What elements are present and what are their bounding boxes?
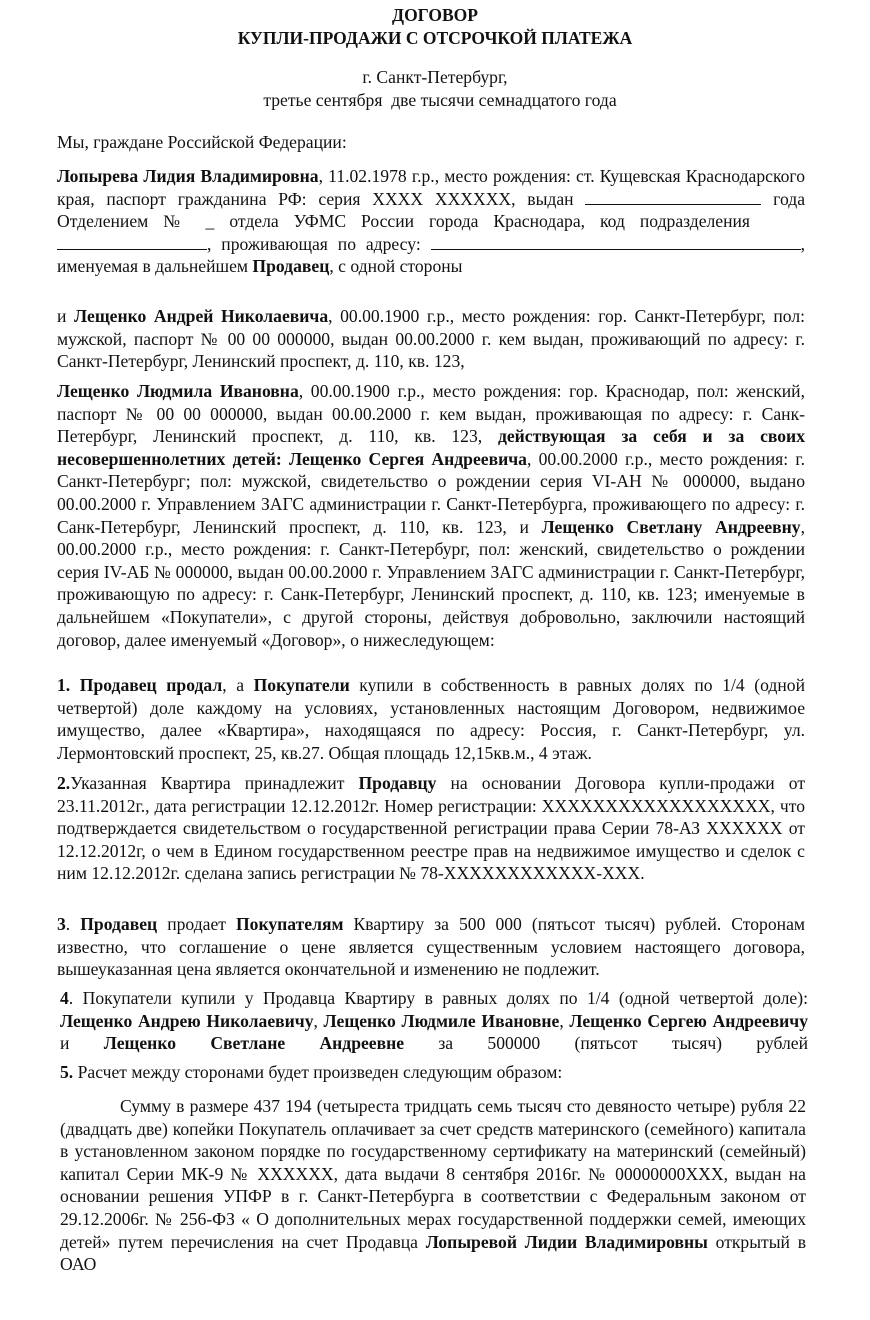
clause1-bold-1: 1. Продавец продал bbox=[57, 675, 223, 695]
clause4-name-4: Лещенко Светлане Андреевне bbox=[103, 1033, 405, 1054]
buyer2-text-2: , 00.00.2000 г.р., место рождения: г. Санкт-Петербург; пол: мужской, свидетельство о рождении серия VI-АН № 000000, выдано 00.00.2000 г. Управлением ЗАГС администрации г. Санкт-Петербурга, проживающего по адресу: г. Санк-Петербург, Ленинский проспект, д. 110, кв. 123, и bbox=[57, 448, 806, 537]
clause4-text-1: . Покупатели купили у Продавца Квартиру в равных долях по 1/4 (одной четвертой доле): bbox=[68, 988, 808, 1008]
buyer2-text-3: , 00.00.2000 г.р., место рождения: г. Санкт-Петербург, пол: женский, свидетельство о рождении серия IV-АБ № 000000, выдан 00.00.2000 г. Управлением ЗАГС администрации г. Санкт-Петербург, проживающую по адресу: г. Санк-Петербург, Ленинский проспект, д. 110, кв. 123; именуемые в дальнейшем «Покупатели», с другой стороны, действуя добровольно, заключили настоящий договор, далее именуемый «Договор», о нижеследующем: bbox=[57, 516, 805, 650]
buyer2-paragraph bbox=[57, 380, 805, 651]
title-line-2: КУПЛИ-ПРОДАЖИ С ОТСРОЧКОЙ ПЛАТЕЖА bbox=[237, 28, 633, 48]
clause3-bold-1: Продавец bbox=[80, 914, 158, 934]
clause4-text-2: за 500000 (пятьсот тысяч) рублей bbox=[404, 1033, 808, 1054]
title-line-1: ДОГОВОР bbox=[392, 5, 478, 25]
document-title bbox=[0, 4, 870, 50]
clause3-text-2: Квартиру за 500 000 (пятьсот тысяч) рублей. Сторонам известно, что соглашение о цене является существенным условием настоящего договора, вышеуказанная цена является окончательной и изменению не подлежит. bbox=[57, 914, 806, 980]
blank-division-code bbox=[57, 234, 207, 250]
buyer1-paragraph bbox=[57, 305, 805, 373]
clause-1 bbox=[57, 674, 805, 764]
seller-text-1: , 11.02.1978 г.р., место рождения: ст. Кущевская Краснодарского края, паспорт гражданина РФ: серия XXXX XXXXXX, выдан bbox=[57, 166, 805, 209]
clause4-sep-3: и bbox=[60, 1033, 104, 1054]
seller-name: Лопырева Лидия Владимировна bbox=[57, 166, 319, 186]
seller-role: Продавец bbox=[252, 256, 330, 277]
buyer1-prefix: и bbox=[57, 306, 75, 326]
clause2-text-1: Указанная Квартира принадлежит bbox=[70, 773, 359, 793]
buyer2-name: Лещенко Людмила Ивановна bbox=[57, 381, 299, 401]
clause4-name-3: Лещенко Сергею Андреевичу bbox=[569, 1010, 808, 1031]
seller-text-2: года Отделением № _ отдела УФМС России города Краснодара, код подразделения bbox=[57, 188, 806, 232]
clause1-text-1: , а bbox=[222, 675, 254, 695]
city: г. Санкт-Петербург, bbox=[362, 67, 508, 87]
clause4-sep-1: , bbox=[313, 1010, 324, 1031]
clause-2 bbox=[57, 772, 805, 885]
clause2-bold-1: Продавцу bbox=[358, 773, 437, 793]
clause1-text-2: купили в собственность в равных долях по 1/4 (одной четвертой) доле каждому на условиях, установленных настоящим Договором, недвижимое имущество, далее «Квартира», находящаяся по адресу: Россия, г. Санкт-Петербург, ул. Лермонтовский проспект, 25, кв.27. Общая площадь 12,15кв.м., 4 этаж. bbox=[57, 675, 805, 763]
buyer1-text: , 00.00.1900 г.р., место рождения: гор. Санкт-Петербург, пол: мужской, паспорт № 00 00 000000, выдан 00.00.2000 г. кем выдан, проживающий по адресу: г. Санкт-Петербург, Ленинский проспект, д. 110, кв. 123, bbox=[57, 306, 805, 372]
clause5-number: 5. bbox=[60, 1062, 74, 1082]
clause1-bold-2: Покупатели bbox=[253, 675, 350, 695]
clause3-number: 3 bbox=[57, 914, 66, 934]
clause-4 bbox=[60, 987, 808, 1055]
buyer1-name: Лещенко Андрей Николаевича bbox=[74, 306, 329, 326]
clause-5 bbox=[60, 1061, 808, 1084]
clause2-text-2: на основании Договора купли-продажи от 23.11.2012г., дата регистрации 12.12.2012г. Номер регистрации: XXXXXXXXXXXXXXXXXX, что подтверждается свидетельством о государственной регистрации права Серии 78-АЗ XXXXXX от 12.12.2012г, о чем в Едином государственном реестре прав на недвижимое имущество и сделок с ним 12.12.2012г. сделана запись регистрации № 78-XXXXXXXXXXXX-XXX. bbox=[57, 773, 806, 884]
clause4-name-2: Лещенко Людмиле Ивановне bbox=[323, 1010, 560, 1031]
clause2-number: 2. bbox=[57, 773, 71, 793]
seller-paragraph bbox=[57, 165, 805, 278]
seller-text-5: , с одной стороны bbox=[329, 256, 463, 277]
contract-date: третье сентября две тысячи семнадцатого года bbox=[263, 90, 617, 110]
clause3-bold-2: Покупателям bbox=[236, 914, 344, 934]
buyer2-child2: Лещенко Светлану Андреевну bbox=[541, 516, 801, 537]
clause5-text: Расчет между сторонами будет произведен следующим образом: bbox=[73, 1062, 563, 1082]
clause5-body-text-1: Сумму в размере 437 194 (четыреста тридцать семь тысяч сто девяносто четыре) рубля 22 (двадцать две) копейки Покупатель оплачивает за счет средств материнского (семейного) капитала в установленном законом порядке по государственному сертификату на материнский (семейный) капитал Серии МК-9 № XXXXXX, дата выдачи 8 сентября 2016г. № 00000000XXX, выдан на основании решения УПФР в г. Санкт-Петербурга в соответствии с Федеральным законом от 29.12.2006г. № 256-ФЗ « О дополнительных мерах государственной поддержки семей, имеющих детей» путем перечисления на счет Продавца bbox=[60, 1096, 806, 1252]
clause4-name-1: Лещенко Андрею Николаевичу bbox=[60, 1010, 314, 1031]
blank-address bbox=[431, 234, 801, 250]
intro-paragraph bbox=[57, 131, 805, 154]
seller-text-4: , именуемая в дальнейшем bbox=[57, 233, 805, 277]
place-and-date bbox=[0, 66, 870, 112]
clause3-text-1: продает bbox=[157, 914, 236, 934]
clause-5-body bbox=[60, 1095, 806, 1276]
clause4-number: 4 bbox=[60, 988, 69, 1008]
clause3-text-0: . bbox=[65, 914, 81, 934]
clause-3 bbox=[57, 913, 805, 981]
intro-text: Мы, граждане Российской Федерации: bbox=[57, 132, 347, 152]
clause5-body-text-2: открытый в ОАО bbox=[60, 1231, 806, 1275]
clause5-body-bold: Лопыревой Лидии Владимировны bbox=[425, 1231, 708, 1252]
blank-issue-date bbox=[585, 189, 761, 205]
buyer2-acting: действующая за себя и за своих несовершеннолетних детей: Лещенко Сергея Андреевича bbox=[57, 426, 805, 469]
seller-text-3: , проживающая по адресу: bbox=[207, 233, 431, 254]
clause4-sep-2: , bbox=[559, 1010, 570, 1031]
buyer2-text-1: , 00.00.1900 г.р., место рождения: гор. Краснодар, пол: женский, паспорт № 00 00 000000, выдан 00.00.2000 г. кем выдан, проживающая по адресу: г. Санк-Петербург, Ленинский проспект, д. 110, кв. 123, bbox=[57, 381, 805, 447]
